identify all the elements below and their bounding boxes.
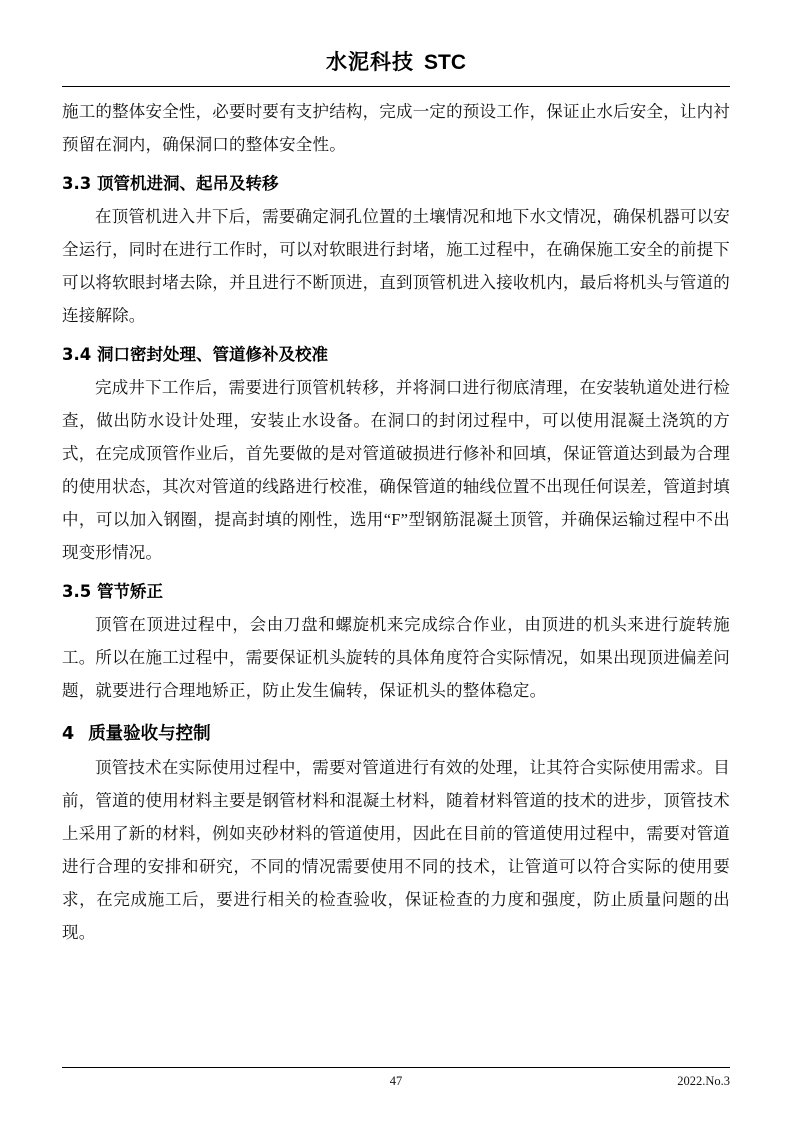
masthead-title-cn: 水泥科技	[326, 49, 414, 74]
section-3-5-paragraph-1: 顶管在顶进过程中，会由刀盘和螺旋机来完成综合作业，由顶进的机头来进行旋转施工。所以在施工过程中，需要保证机头旋转的具体角度符合实际情况，如果出现顶进偏差问题，就要进行合理地矫正，防止发生偏转，保证机头的整体稳定。	[62, 615, 730, 700]
journal-masthead	[62, 0, 730, 76]
footer-divider	[62, 1067, 730, 1068]
section-3-4-paragraph-1: 完成井下工作后，需要进行顶管机转移，并将洞口进行彻底清理，在安装轨道处进行检查，做出防水设计处理，安装止水设备。在洞口的封闭过程中，可以使用混凝土浇筑的方式，在完成顶管作业后，首先要做的是对管道破损进行修补和回填，保证管道达到最为合理的使用状态，其次对管道的线路进行校准，确保管道的轴线位置不出现任何误差，管道封填中，可以加入钢圈，提高封填的刚性，选用“F”型钢筋混凝土顶管，并确保运输过程中不出现变形情况。	[62, 378, 730, 562]
section-heading-4	[62, 717, 730, 751]
footer-row	[62, 1074, 730, 1094]
footer-issue-label: 2022.No.3	[677, 1074, 730, 1088]
footer-page-number: 47	[389, 1074, 403, 1088]
section-4-number: 4	[62, 724, 75, 744]
section-heading-3-5: 3.5 管节矫正	[62, 582, 163, 601]
article-body	[62, 95, 730, 949]
page-footer	[62, 1067, 730, 1094]
header-divider	[62, 86, 730, 87]
masthead-title-en: STC	[424, 51, 466, 74]
section-4-title: 质量验收与控制	[88, 724, 211, 744]
page-content-area	[62, 0, 730, 1122]
section-heading-3-3: 3.3 顶管机进洞、起吊及转移	[62, 174, 279, 193]
section-3-3-paragraph-1: 在顶管机进入井下后，需要确定洞孔位置的土壤情况和地下水文情况，确保机器可以安全运行，同时在进行工作时，可以对软眼进行封堵，施工过程中，在确保施工安全的前提下可以将软眼封堵去除，并且进行不断顶进，直到顶管机进入接收机内，最后将机头与管道的连接解除。	[62, 207, 730, 325]
section-4-paragraph-1: 顶管技术在实际使用过程中，需要对管道进行有效的处理，让其符合实际使用需求。目前，管道的使用材料主要是钢管材料和混凝土材料，随着材料管道的技术的进步，顶管技术上采用了新的材料，例如夹砂材料的管道使用，因此在目前的管道使用过程中，需要对管道进行合理的安排和研究，不同的情况需要使用不同的技术，让管道可以符合实际的使用要求，在完成施工后，要进行相关的检查验收，保证检查的力度和强度，防止质量问题的出现。	[62, 758, 730, 942]
continued-paragraph: 施工的整体安全性，必要时要有支护结构，完成一定的预设工作，保证止水后安全，让内衬预留在洞内，确保洞口的整体安全性。	[62, 102, 730, 154]
section-heading-3-4: 3.4 洞口密封处理、管道修补及校准	[62, 345, 328, 364]
